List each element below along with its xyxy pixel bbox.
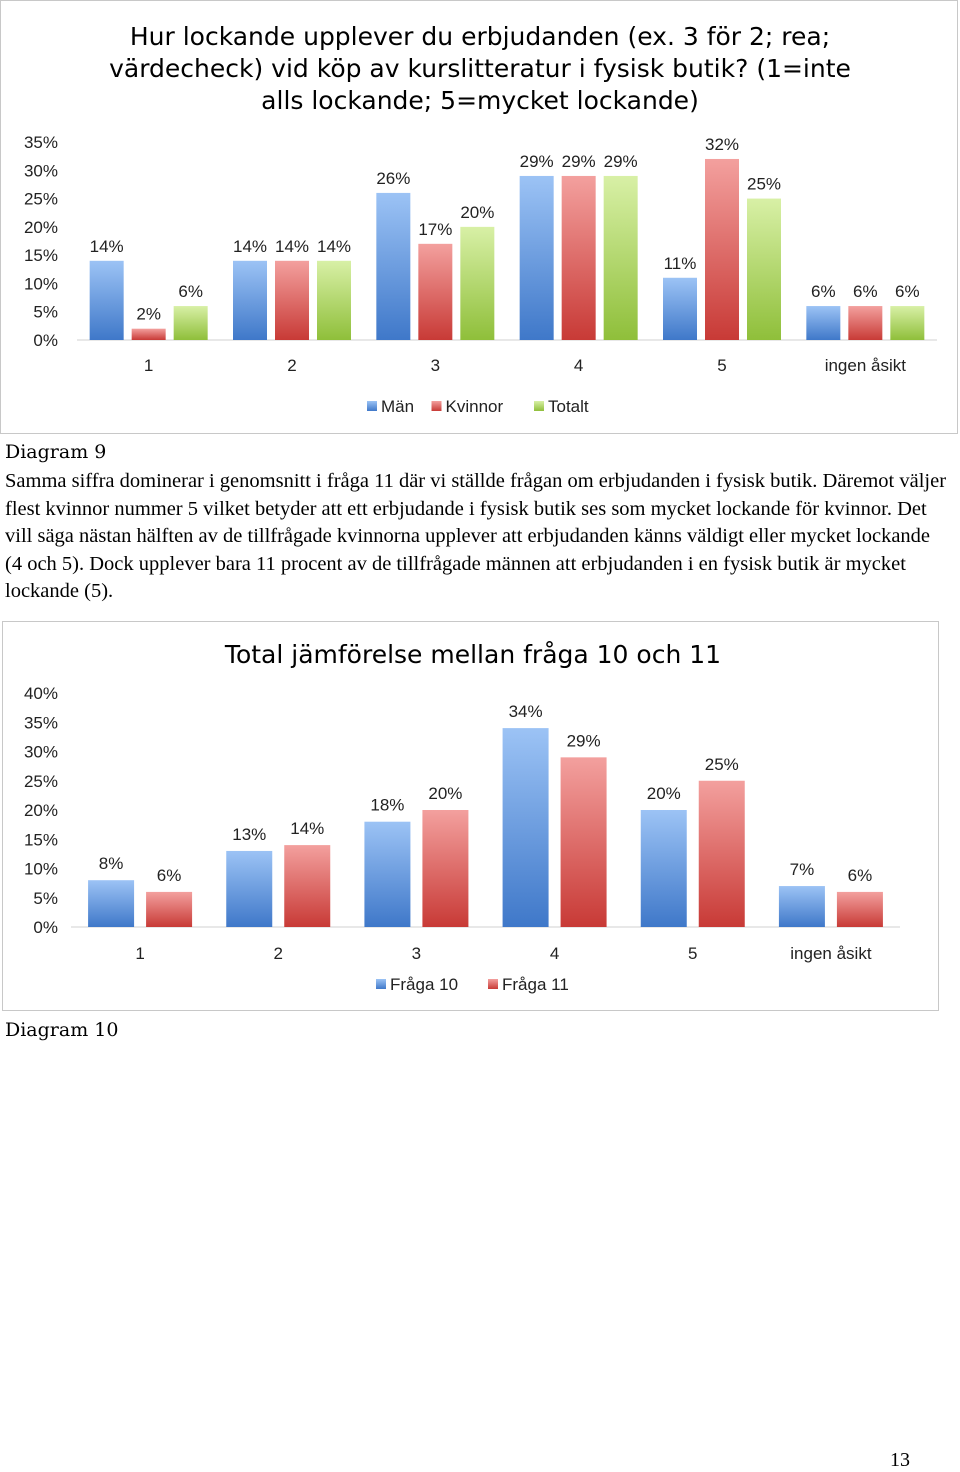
chart-9-svg	[1, 1, 959, 435]
c9-bar-totalt	[890, 306, 924, 340]
c9-bar-kvinnor	[275, 261, 309, 340]
c10-bar-fr-ga-11	[146, 892, 192, 927]
chart-10-svg	[3, 622, 940, 1012]
c10-data-label: 34%	[508, 702, 543, 722]
c9-bar-m-n	[520, 176, 554, 340]
c9-bar-m-n	[663, 278, 697, 340]
c10-bar-fr-ga-10	[226, 851, 272, 927]
c9-data-label: 6%	[811, 282, 836, 302]
c10-ytick-label: 35%	[23, 713, 58, 733]
c9-legend-swatch	[534, 401, 544, 411]
caption-diagram-9: Diagram 9	[5, 441, 107, 463]
c9-data-label: 14%	[232, 236, 268, 256]
c10-ytick-label: 40%	[23, 684, 58, 703]
c10-ytick-label: 15%	[23, 830, 58, 850]
c9-bar-kvinnor	[848, 306, 882, 340]
c10-bar-fr-ga-10	[779, 886, 825, 927]
c9-ytick-label: 20%	[23, 217, 58, 237]
c10-bar-fr-ga-10	[364, 822, 410, 927]
c10-category-label: 5	[688, 944, 698, 963]
c9-data-label: 25%	[746, 174, 782, 194]
c10-data-label: 25%	[704, 754, 739, 774]
c10-ytick-label: 0%	[33, 918, 58, 937]
c10-ytick-label: 5%	[33, 888, 58, 908]
caption-diagram-10: Diagram 10	[5, 1019, 119, 1041]
c10-title-line: Total jämförelse mellan fråga 10 och 11	[224, 640, 722, 669]
c10-data-label: 13%	[232, 824, 267, 844]
c10-legend-label: Fråga 11	[502, 975, 569, 994]
c9-bar-m-n	[806, 306, 840, 340]
c9-bar-totalt	[747, 199, 781, 340]
chart-diagram-9	[0, 0, 958, 434]
c9-ytick-label: 0%	[33, 331, 58, 350]
c10-bar-fr-ga-11	[284, 845, 330, 927]
c9-bar-kvinnor	[418, 244, 452, 340]
c10-data-label: 20%	[428, 784, 463, 803]
c10-category-label: ingen åsikt	[790, 944, 872, 963]
c9-data-label: 6%	[178, 282, 203, 302]
c9-data-label: 14%	[89, 236, 124, 256]
c9-data-label: 32%	[704, 134, 740, 154]
c9-ytick-label: 25%	[23, 189, 58, 209]
c10-data-label: 20%	[646, 784, 681, 803]
c10-data-label: 8%	[98, 854, 124, 874]
body-paragraph: Samma siffra dominerar i genomsnitt i fråga 11 där vi ställde frågan om erbjudanden i fysisk butik. Däremot väljer flest kvinnor nummer 5 vilket betyder att ett erbjudande i fysisk butik ses som mycket lockande för kvinnor. Det vill säga nästan hälften av de tillfrågade kvinnorna upplever att erbjudanden känns väldigt eller mycket lockande (4 och 5). Dock upplever bara 11 procent av de tillfrågade männen att erbjudanden i en fysisk butik är mycket lockande (5).	[5, 470, 947, 602]
c10-bar-fr-ga-11	[699, 781, 745, 927]
c9-data-label: 11%	[663, 253, 697, 273]
c9-legend-swatch	[432, 401, 442, 411]
c9-data-label: 29%	[603, 151, 638, 171]
c10-ytick-label: 20%	[23, 801, 58, 820]
c10-bar-fr-ga-10	[503, 728, 549, 927]
c10-data-label: 6%	[156, 865, 182, 885]
c10-legend-swatch	[376, 979, 386, 989]
c9-category-label: 3	[430, 356, 441, 375]
c9-data-label: 2%	[136, 304, 161, 324]
c10-bar-fr-ga-11	[837, 892, 883, 927]
c10-data-label: 18%	[370, 795, 405, 815]
c10-ytick-label: 30%	[23, 742, 58, 762]
c9-category-label: 2	[287, 356, 297, 375]
c10-bar-fr-ga-11	[561, 757, 607, 927]
c10-category-label: 4	[549, 944, 560, 963]
chart-diagram-10	[2, 621, 939, 1011]
c9-bar-totalt	[174, 306, 208, 340]
c9-data-label: 6%	[853, 282, 878, 302]
c10-data-label: 14%	[290, 819, 325, 839]
c9-bar-totalt	[460, 227, 494, 340]
c9-data-label: 20%	[460, 202, 495, 222]
c10-category-label: 2	[273, 944, 283, 963]
c10-legend-label: Fråga 10	[390, 975, 459, 994]
c10-bar-fr-ga-10	[88, 880, 134, 927]
c9-category-label: 4	[573, 356, 584, 375]
c9-data-label: 26%	[376, 168, 411, 188]
c10-category-label: 3	[411, 944, 422, 963]
c9-ytick-label: 10%	[23, 274, 58, 294]
c9-ytick-label: 15%	[23, 246, 58, 266]
c9-category-label: 1	[143, 356, 154, 375]
c9-bar-totalt	[317, 261, 351, 340]
c9-bar-totalt	[604, 176, 638, 340]
c9-bar-kvinnor	[132, 329, 166, 340]
c9-title-line: alls lockande; 5=mycket lockande)	[261, 86, 699, 115]
c9-legend-label: Män	[381, 397, 415, 416]
c10-bar-fr-ga-10	[641, 810, 687, 927]
c10-ytick-label: 10%	[23, 859, 58, 879]
c9-bar-m-n	[233, 261, 267, 340]
c9-category-label: 5	[717, 356, 727, 375]
c9-category-label: ingen åsikt	[824, 356, 906, 375]
c9-data-label: 14%	[274, 236, 310, 256]
c9-ytick-label: 35%	[23, 133, 58, 152]
c10-bar-fr-ga-11	[422, 810, 468, 927]
c10-legend-swatch	[488, 979, 498, 989]
c10-data-label: 6%	[847, 865, 873, 885]
c10-data-label: 7%	[789, 860, 815, 880]
c9-data-label: 29%	[561, 151, 596, 171]
c9-bar-kvinnor	[705, 159, 739, 340]
c9-title-line: värdecheck) vid köp av kurslitteratur i fysisk butik? (1=inte	[109, 54, 851, 83]
c9-legend-label: Kvinnor	[445, 397, 504, 416]
c9-bar-m-n	[376, 193, 410, 340]
c9-data-label: 14%	[316, 236, 352, 256]
c10-ytick-label: 25%	[23, 771, 58, 791]
c9-ytick-label: 5%	[33, 302, 58, 322]
c9-ytick-label: 30%	[23, 161, 58, 181]
c9-data-label: 29%	[519, 151, 554, 171]
c10-data-label: 29%	[566, 731, 601, 751]
page-number: 13	[890, 1449, 910, 1471]
c9-bar-kvinnor	[562, 176, 596, 340]
c9-data-label: 17%	[418, 219, 453, 239]
c9-data-label: 6%	[895, 282, 920, 302]
c10-category-label: 1	[135, 944, 145, 963]
c9-legend-label: Totalt	[548, 397, 589, 416]
c9-bar-m-n	[90, 261, 124, 340]
c9-title-line: Hur lockande upplever du erbjudanden (ex. 3 för 2; rea;	[129, 22, 831, 51]
c9-legend-swatch	[367, 401, 377, 411]
